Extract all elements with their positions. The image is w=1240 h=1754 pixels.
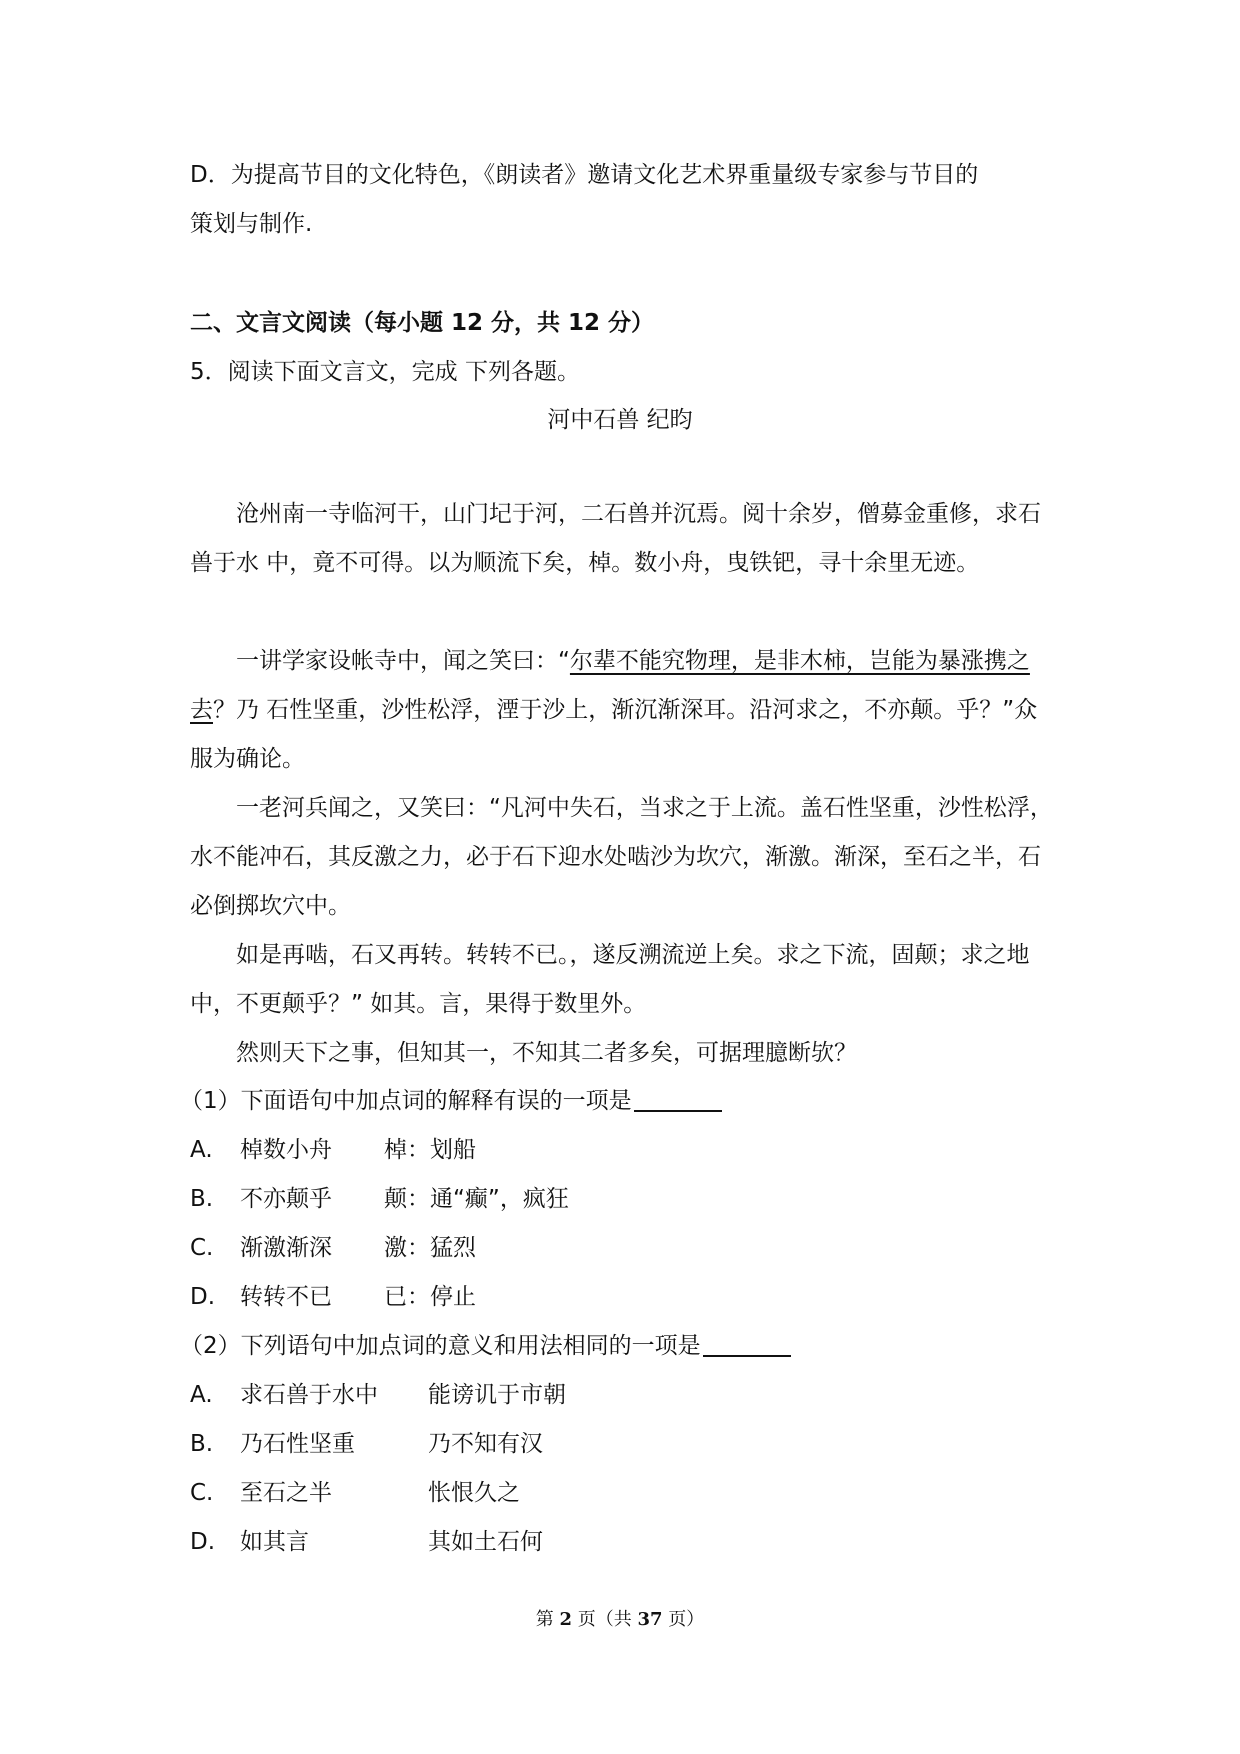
passage-title: 河中石兽 纪昀	[547, 407, 693, 433]
option-gloss: 已：停止	[384, 1284, 476, 1310]
option-gloss: 能谤讥于市朝	[428, 1382, 566, 1408]
answer-blank[interactable]	[703, 1329, 791, 1357]
passage-paragraph-3: 一老河兵闻之，又笑曰：“凡河中失石，当求之于上流。盖石性坚重，沙性松浮，水不能冲石，其反激之力，必于石下迎水处啮沙为坎穴，渐激。渐深，至石之半，石必倒掷坎穴中。	[190, 795, 1053, 919]
footer-page-number: 2	[559, 1609, 572, 1630]
sub2-option-c	[190, 1469, 1060, 1518]
option-phrase: 转转不已	[240, 1284, 332, 1310]
option-phrase: 求石兽于水中	[240, 1382, 378, 1408]
section-heading: 二、文言文阅读（每小题 12 分，共 12 分）	[190, 310, 655, 336]
passage-paragraph-4: 如是再啮，石又再转。转转不已。，遂反溯流逆上矣。求之下流，固颠；求之地中，不更颠乎？” 如其。言，果得于数里外。	[190, 942, 1030, 1017]
option-phrase: 如其言	[240, 1529, 309, 1555]
option-phrase: 渐激渐深	[240, 1235, 332, 1261]
option-letter: B.	[190, 1431, 214, 1457]
sub-question-1-stem: （1）下面语句中加点词的解释有误的一项是	[180, 1088, 632, 1114]
page-footer	[0, 1605, 1240, 1635]
option-d-line-2: 策划与制作.	[190, 211, 313, 237]
footer-total-pages: 37	[637, 1609, 663, 1630]
option-letter: A.	[190, 1382, 213, 1408]
question-prompt: 5．阅读下面文言文，完成 下列各题。	[190, 359, 580, 385]
option-gloss: 激：猛烈	[384, 1235, 476, 1261]
option-letter: A.	[190, 1137, 213, 1163]
option-phrase: 棹数小舟	[240, 1137, 332, 1163]
sub-question-2-stem: （2）下列语句中加点词的意义和用法相同的一项是	[180, 1333, 701, 1359]
underlined-sentence: 尔辈不能究物理，是非木柿，岂能为暴涨携之去	[190, 648, 1030, 723]
sub2-option-a	[190, 1371, 1060, 1420]
footer-prefix: 第	[535, 1609, 560, 1630]
passage-paragraph-2	[190, 637, 1060, 784]
sub-question-1	[180, 1077, 1050, 1126]
sub-question-2	[180, 1322, 1050, 1371]
option-phrase: 不亦颠乎	[240, 1186, 332, 1212]
option-gloss: 颠：通“癫”，疯狂	[384, 1186, 569, 1212]
option-phrase: 乃石性坚重	[240, 1431, 355, 1457]
sub2-option-d	[190, 1518, 1060, 1567]
footer-suffix: 页）	[662, 1609, 705, 1630]
option-gloss: 其如土石何	[428, 1529, 543, 1555]
option-phrase: 至石之半	[240, 1480, 332, 1506]
sub2-option-b	[190, 1420, 1060, 1469]
option-letter: B.	[190, 1186, 214, 1212]
paragraph-2-post: ？乃 石性坚重，沙性松浮，湮于沙上，渐沉渐深耳。沿河求之，不亦颠。乎？”众服为确论。	[190, 697, 1038, 772]
option-letter: D.	[190, 1284, 216, 1310]
sub1-option-d	[190, 1273, 1060, 1322]
option-gloss: 怅恨久之	[428, 1480, 520, 1506]
option-gloss: 乃不知有汉	[428, 1431, 543, 1457]
footer-middle: 页（共	[572, 1609, 638, 1630]
option-letter: C.	[190, 1480, 214, 1506]
sub1-option-c	[190, 1224, 1060, 1273]
passage-paragraph-1: 沧州南一寺临河干，山门圮于河，二石兽并沉焉。阅十余岁，僧募金重修，求石兽于水 中，竟不可得。以为顺流下矣，棹。数小舟，曳铁钯，寻十余里无迹。	[190, 501, 1041, 576]
sub1-option-b	[190, 1175, 1060, 1224]
passage-paragraph-5: 然则天下之事，但知其一，不知其二者多矣，可据理臆断欤？	[236, 1040, 857, 1066]
option-d-line-1: D．为提高节目的文化特色，《朗读者》邀请文化艺术界重量级专家参与节目的	[190, 162, 979, 188]
option-letter: C.	[190, 1235, 214, 1261]
paragraph-2-pre: 一讲学家设帐寺中，闻之笑曰：“	[236, 648, 570, 674]
option-gloss: 棹：划船	[384, 1137, 476, 1163]
answer-blank[interactable]	[634, 1084, 722, 1112]
sub1-option-a	[190, 1126, 1060, 1175]
option-letter: D.	[190, 1529, 216, 1555]
